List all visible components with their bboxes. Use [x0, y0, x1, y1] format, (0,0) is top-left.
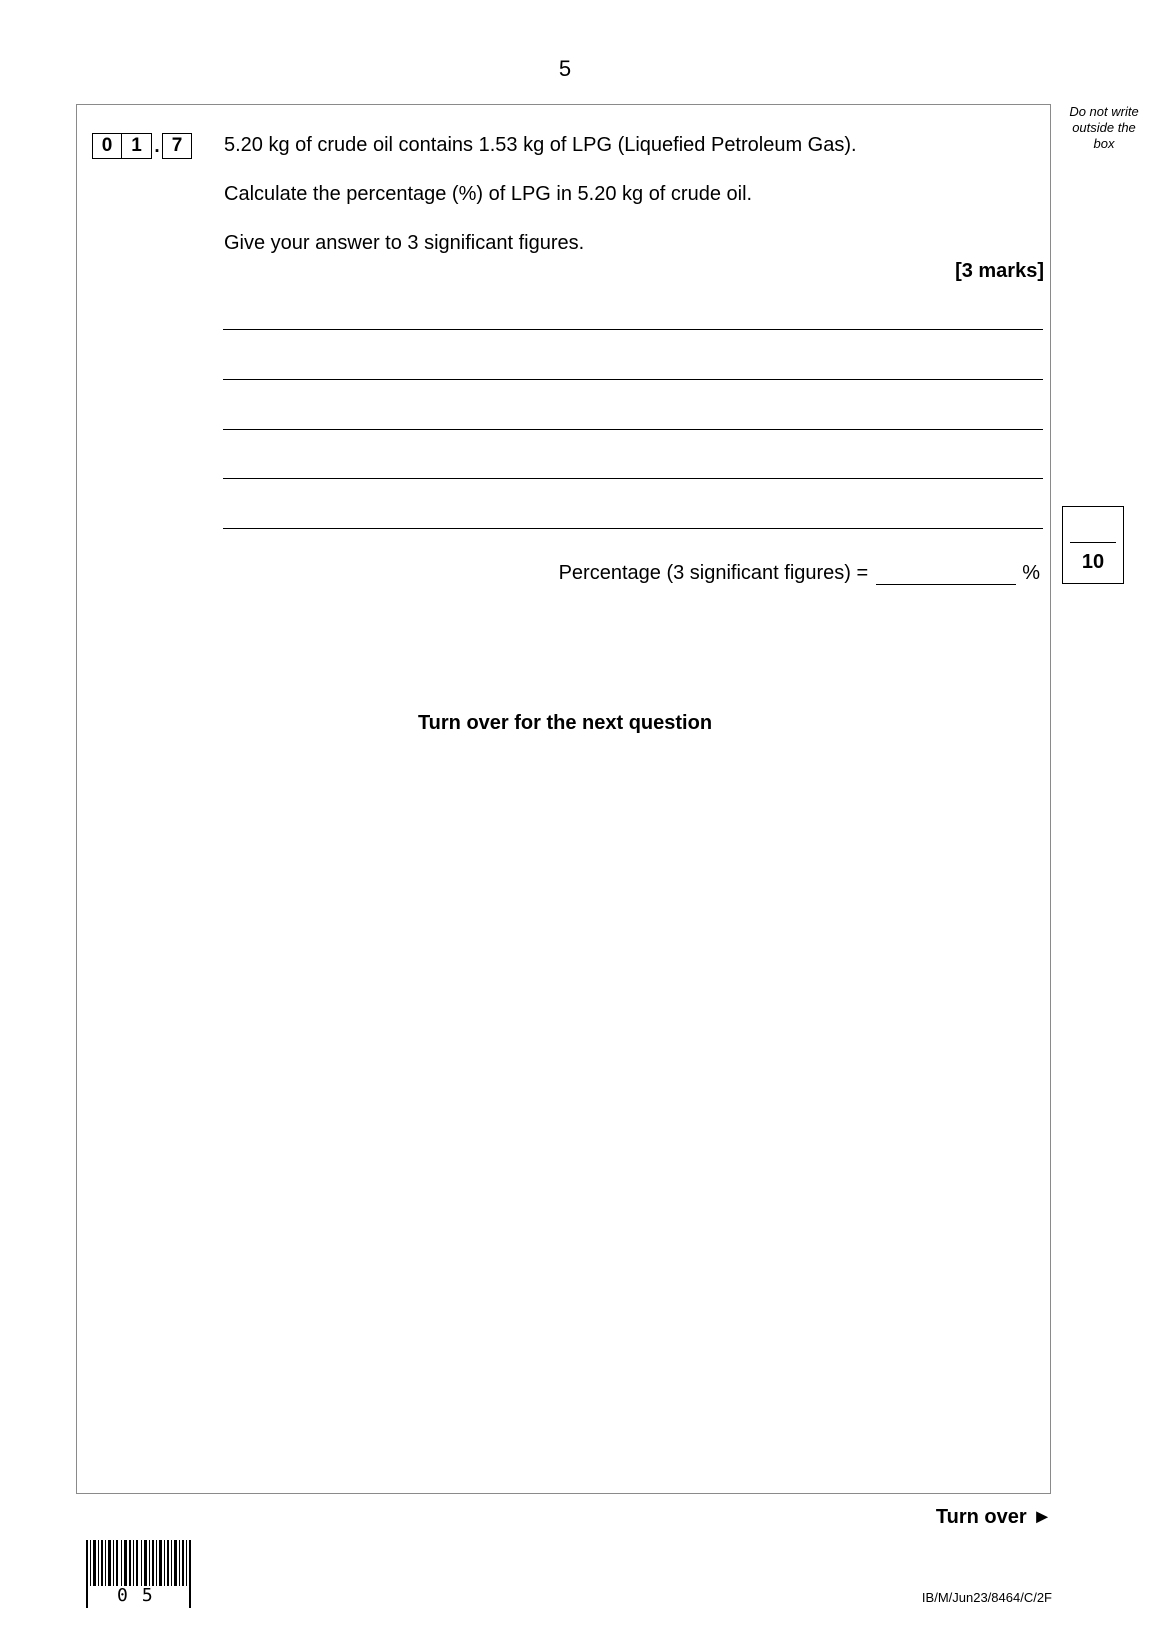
- question-instruction: Calculate the percentage (%) of LPG in 5.20 kg of crude oil.: [224, 183, 753, 205]
- marks-label: [3 marks]: [955, 260, 1044, 282]
- question-dot: .: [154, 136, 160, 157]
- answer-line[interactable]: [223, 429, 1043, 430]
- turn-over-label: Turn over ►: [935, 1506, 1052, 1528]
- margin-note: Do not write outside the box: [1069, 104, 1139, 151]
- question-precision-note: Give your answer to 3 significant figures.: [224, 232, 585, 254]
- question-digit: 7: [162, 133, 192, 159]
- total-rule: [1070, 542, 1116, 543]
- question-digit: 1: [122, 133, 152, 159]
- question-stem: 5.20 kg of crude oil contains 1.53 kg of LPG (Liquefied Petroleum Gas).: [224, 134, 857, 156]
- page-total-box: [1062, 506, 1124, 584]
- page-total: 10: [1081, 551, 1105, 573]
- answer-line[interactable]: [223, 329, 1043, 330]
- question-digit: 0: [92, 133, 122, 159]
- page-number: 5: [558, 56, 572, 81]
- answer-line[interactable]: [223, 478, 1043, 479]
- footer-code: IB/M/Jun23/8464/C/2F: [921, 1590, 1052, 1605]
- answer-frame: [76, 104, 1051, 1494]
- barcode-number: 05: [117, 1585, 167, 1606]
- answer-line[interactable]: [223, 528, 1043, 529]
- turn-over-next-question: Turn over for the next question: [417, 712, 713, 734]
- answer-line[interactable]: [223, 379, 1043, 380]
- question-number: [92, 131, 192, 159]
- answer-unit: %: [1022, 562, 1040, 584]
- answer-row: [559, 560, 1040, 585]
- answer-label: Percentage (3 significant figures) =: [558, 562, 869, 584]
- answer-blank[interactable]: [876, 560, 1016, 585]
